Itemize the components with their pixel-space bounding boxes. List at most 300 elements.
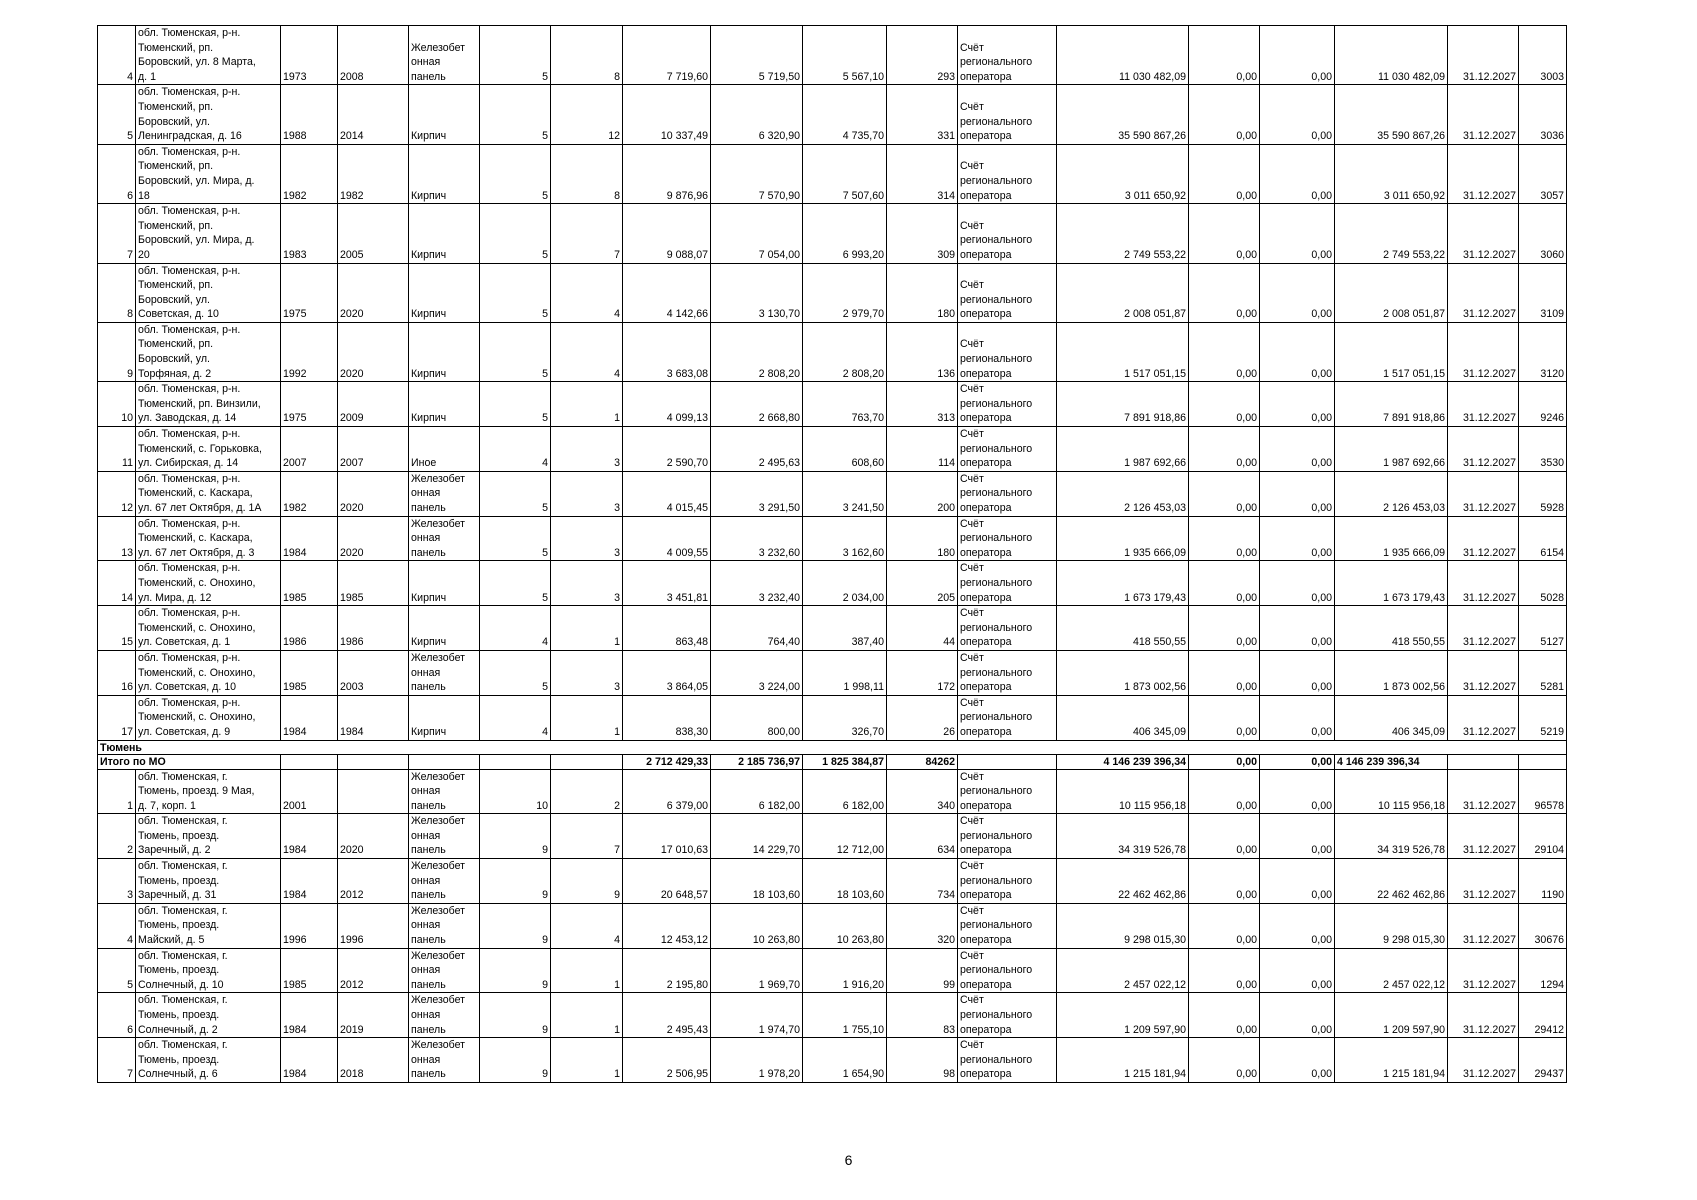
private-area-cell: 6 182,00	[803, 769, 887, 814]
residential-area-cell: 1 974,70	[711, 993, 803, 1038]
floors-cell: 9	[480, 814, 551, 859]
cost-cell-3: 0,00	[1260, 814, 1335, 859]
row-number: 14	[98, 561, 136, 606]
deadline-date-cell: 31.12.2027	[1448, 561, 1519, 606]
wall-material-cell: Железобет онная панель	[409, 769, 480, 814]
total-area-cell: 7 719,60	[623, 26, 711, 85]
deadline-date-cell: 31.12.2027	[1448, 322, 1519, 381]
address-cell: обл. Тюменская, р-н. Тюменский, рп. Боровский, ул. 8 Марта, д. 1	[136, 26, 281, 85]
floors-cell: 5	[480, 85, 551, 144]
year-built-cell: 1982	[281, 471, 338, 516]
table-row	[98, 561, 1567, 606]
cost-cell-2: 0,00	[1189, 471, 1260, 516]
empty-cell	[1448, 754, 1519, 769]
total-area-cell: 9 876,96	[623, 144, 711, 203]
house-code-cell: 9246	[1519, 382, 1567, 427]
house-code-cell: 5028	[1519, 561, 1567, 606]
cost-cell-3: 0,00	[1260, 859, 1335, 904]
page-number: 6	[844, 1152, 853, 1168]
year-renovation-cell: 1996	[338, 903, 409, 948]
total-area-cell: 9 088,07	[623, 204, 711, 263]
row-number: 6	[98, 144, 136, 203]
fund-method-cell: Счёт регионального оператора	[958, 382, 1057, 427]
fund-method-cell: Счёт регионального оператора	[958, 948, 1057, 993]
residents-cell: 205	[887, 561, 958, 606]
house-code-cell: 29437	[1519, 1038, 1567, 1083]
residential-area-cell: 2 808,20	[711, 322, 803, 381]
total-cost-cell: 3 011 650,92	[1057, 144, 1189, 203]
table-row	[98, 769, 1567, 814]
house-code-cell: 29104	[1519, 814, 1567, 859]
year-renovation-cell: 2020	[338, 322, 409, 381]
cost-cell-3: 0,00	[1260, 322, 1335, 381]
wall-material-cell: Кирпич	[409, 144, 480, 203]
year-built-cell: 1973	[281, 26, 338, 85]
year-renovation-cell: 2020	[338, 263, 409, 322]
private-area-cell: 4 735,70	[803, 85, 887, 144]
residential-area-cell: 18 103,60	[711, 859, 803, 904]
fund-method-cell: Счёт регионального оператора	[958, 85, 1057, 144]
total-cost-cell: 22 462 462,86	[1057, 859, 1189, 904]
year-built-cell: 1985	[281, 948, 338, 993]
entrances-cell: 3	[551, 650, 623, 695]
address-cell: обл. Тюменская, р-н. Тюменский, рп. Боровский, ул. Мира, д. 20	[136, 204, 281, 263]
row-number: 17	[98, 695, 136, 740]
house-code-cell: 5219	[1519, 695, 1567, 740]
residents-cell: 313	[887, 382, 958, 427]
cost-cell-4: 35 590 867,26	[1335, 85, 1448, 144]
total-cost-cell: 9 298 015,30	[1057, 903, 1189, 948]
entrances-cell: 3	[551, 427, 623, 472]
house-code-cell: 29412	[1519, 993, 1567, 1038]
year-renovation-cell: 2019	[338, 993, 409, 1038]
wall-material-cell: Кирпич	[409, 204, 480, 263]
year-renovation-cell: 2012	[338, 859, 409, 904]
table-row	[98, 814, 1567, 859]
empty-cell	[1519, 754, 1567, 769]
total-area-cell: 3 864,05	[623, 650, 711, 695]
wall-material-cell: Кирпич	[409, 382, 480, 427]
cost-cell-2: 0,00	[1189, 1038, 1260, 1083]
total-private-area: 1 825 384,87	[803, 754, 887, 769]
private-area-cell: 326,70	[803, 695, 887, 740]
total-residents: 84262	[887, 754, 958, 769]
table-row	[98, 204, 1567, 263]
floors-cell: 5	[480, 650, 551, 695]
deadline-date-cell: 31.12.2027	[1448, 144, 1519, 203]
residents-cell: 136	[887, 322, 958, 381]
year-built-cell: 1985	[281, 561, 338, 606]
total-area-cell: 4 099,13	[623, 382, 711, 427]
entrances-cell: 12	[551, 85, 623, 144]
row-number: 4	[98, 26, 136, 85]
total-cost-cell: 1 873 002,56	[1057, 650, 1189, 695]
address-cell: обл. Тюменская, г. Тюмень, проезд. Заречный, д. 2	[136, 814, 281, 859]
fund-method-cell: Счёт регионального оператора	[958, 903, 1057, 948]
total-area-cell: 12 453,12	[623, 903, 711, 948]
address-cell: обл. Тюменская, г. Тюмень, проезд. Майский, д. 5	[136, 903, 281, 948]
address-cell: обл. Тюменская, р-н. Тюменский, с. Онохино, ул. Мира, д. 12	[136, 561, 281, 606]
residential-area-cell: 3 232,60	[711, 516, 803, 561]
total-area-cell: 10 337,49	[623, 85, 711, 144]
cost-cell-2: 0,00	[1189, 948, 1260, 993]
deadline-date-cell: 31.12.2027	[1448, 516, 1519, 561]
row-number: 1	[98, 769, 136, 814]
private-area-cell: 2 979,70	[803, 263, 887, 322]
fund-method-cell: Счёт регионального оператора	[958, 427, 1057, 472]
residential-area-cell: 3 291,50	[711, 471, 803, 516]
table-row	[98, 26, 1567, 85]
fund-method-cell: Счёт регионального оператора	[958, 650, 1057, 695]
empty-cell	[338, 754, 409, 769]
total-area-cell: 2 590,70	[623, 427, 711, 472]
year-built-cell: 1988	[281, 85, 338, 144]
cost-cell-4: 7 891 918,86	[1335, 382, 1448, 427]
residential-area-cell: 2 668,80	[711, 382, 803, 427]
house-code-cell: 5127	[1519, 606, 1567, 651]
empty-cell	[551, 754, 623, 769]
deadline-date-cell: 31.12.2027	[1448, 769, 1519, 814]
year-renovation-cell: 2009	[338, 382, 409, 427]
total-row	[98, 754, 1567, 769]
floors-cell: 9	[480, 948, 551, 993]
total-area: 2 712 429,33	[623, 754, 711, 769]
house-code-cell: 6154	[1519, 516, 1567, 561]
wall-material-cell: Железобет онная панель	[409, 26, 480, 85]
cost-cell-2: 0,00	[1189, 769, 1260, 814]
house-code-cell: 3060	[1519, 204, 1567, 263]
residents-cell: 200	[887, 471, 958, 516]
year-built-cell: 1984	[281, 993, 338, 1038]
total-area-cell: 20 648,57	[623, 859, 711, 904]
floors-cell: 5	[480, 204, 551, 263]
total-cost-cell: 2 126 453,03	[1057, 471, 1189, 516]
total-cost-cell: 35 590 867,26	[1057, 85, 1189, 144]
address-cell: обл. Тюменская, р-н. Тюменский, с. Каскара, ул. 67 лет Октября, д. 3	[136, 516, 281, 561]
residents-cell: 293	[887, 26, 958, 85]
year-built-cell: 1983	[281, 204, 338, 263]
total-cost-cell: 1 517 051,15	[1057, 322, 1189, 381]
cost-cell-2: 0,00	[1189, 606, 1260, 651]
year-built-cell: 1984	[281, 1038, 338, 1083]
residential-area-cell: 3 232,40	[711, 561, 803, 606]
fund-method-cell: Счёт регионального оператора	[958, 322, 1057, 381]
entrances-cell: 9	[551, 859, 623, 904]
total-residential-area: 2 185 736,97	[711, 754, 803, 769]
floors-cell: 5	[480, 382, 551, 427]
table-row	[98, 322, 1567, 381]
cost-cell-3: 0,00	[1260, 204, 1335, 263]
residential-area-cell: 7 054,00	[711, 204, 803, 263]
entrances-cell: 3	[551, 471, 623, 516]
private-area-cell: 387,40	[803, 606, 887, 651]
wall-material-cell: Железобет онная панель	[409, 1038, 480, 1083]
address-cell: обл. Тюменская, г. Тюмень, проезд. Солнечный, д. 6	[136, 1038, 281, 1083]
table-row	[98, 1038, 1567, 1083]
address-cell: обл. Тюменская, г. Тюмень, проезд. 9 Мая, д. 7, корп. 1	[136, 769, 281, 814]
total-area-cell: 4 009,55	[623, 516, 711, 561]
year-renovation-cell	[338, 769, 409, 814]
fund-method-cell: Счёт регионального оператора	[958, 1038, 1057, 1083]
private-area-cell: 608,60	[803, 427, 887, 472]
deadline-date-cell: 31.12.2027	[1448, 993, 1519, 1038]
row-number: 7	[98, 204, 136, 263]
wall-material-cell: Железобет онная панель	[409, 859, 480, 904]
total-cost-4: 4 146 239 396,34	[1335, 754, 1448, 769]
residents-cell: 734	[887, 859, 958, 904]
private-area-cell: 1 998,11	[803, 650, 887, 695]
total-area-cell: 6 379,00	[623, 769, 711, 814]
wall-material-cell: Иное	[409, 427, 480, 472]
cost-cell-4: 418 550,55	[1335, 606, 1448, 651]
deadline-date-cell: 31.12.2027	[1448, 204, 1519, 263]
table-row	[98, 263, 1567, 322]
cost-cell-2: 0,00	[1189, 263, 1260, 322]
wall-material-cell: Кирпич	[409, 322, 480, 381]
total-area-cell: 2 195,80	[623, 948, 711, 993]
cost-cell-4: 1 987 692,66	[1335, 427, 1448, 472]
row-number: 5	[98, 85, 136, 144]
year-renovation-cell: 1985	[338, 561, 409, 606]
cost-cell-4: 22 462 462,86	[1335, 859, 1448, 904]
total-cost-2: 0,00	[1189, 754, 1260, 769]
floors-cell: 10	[480, 769, 551, 814]
entrances-cell: 8	[551, 144, 623, 203]
cost-cell-3: 0,00	[1260, 516, 1335, 561]
empty-cell	[958, 754, 1057, 769]
house-code-cell: 3057	[1519, 144, 1567, 203]
deadline-date-cell: 31.12.2027	[1448, 1038, 1519, 1083]
total-cost-cell: 1 987 692,66	[1057, 427, 1189, 472]
year-built-cell: 1984	[281, 814, 338, 859]
cost-cell-2: 0,00	[1189, 561, 1260, 606]
residents-cell: 99	[887, 948, 958, 993]
private-area-cell: 12 712,00	[803, 814, 887, 859]
house-code-cell: 3036	[1519, 85, 1567, 144]
year-renovation-cell: 1982	[338, 144, 409, 203]
entrances-cell: 7	[551, 814, 623, 859]
entrances-cell: 1	[551, 993, 623, 1038]
year-renovation-cell: 2020	[338, 471, 409, 516]
empty-cell	[409, 754, 480, 769]
deadline-date-cell: 31.12.2027	[1448, 471, 1519, 516]
address-cell: обл. Тюменская, р-н. Тюменский, с. Каскара, ул. 67 лет Октября, д. 1А	[136, 471, 281, 516]
cost-cell-3: 0,00	[1260, 26, 1335, 85]
deadline-date-cell: 31.12.2027	[1448, 427, 1519, 472]
deadline-date-cell: 31.12.2027	[1448, 695, 1519, 740]
entrances-cell: 4	[551, 263, 623, 322]
cost-cell-4: 1 209 597,90	[1335, 993, 1448, 1038]
residential-area-cell: 3 224,00	[711, 650, 803, 695]
wall-material-cell: Железобет онная панель	[409, 948, 480, 993]
fund-method-cell: Счёт регионального оператора	[958, 769, 1057, 814]
private-area-cell: 1 916,20	[803, 948, 887, 993]
wall-material-cell: Железобет онная панель	[409, 993, 480, 1038]
residents-cell: 83	[887, 993, 958, 1038]
total-cost-cell: 406 345,09	[1057, 695, 1189, 740]
residential-area-cell: 5 719,50	[711, 26, 803, 85]
deadline-date-cell: 31.12.2027	[1448, 814, 1519, 859]
deadline-date-cell: 31.12.2027	[1448, 382, 1519, 427]
total-area-cell: 2 506,95	[623, 1038, 711, 1083]
total-cost-cell: 11 030 482,09	[1057, 26, 1189, 85]
fund-method-cell: Счёт регионального оператора	[958, 606, 1057, 651]
cost-cell-4: 9 298 015,30	[1335, 903, 1448, 948]
residents-cell: 180	[887, 263, 958, 322]
year-built-cell: 2007	[281, 427, 338, 472]
cost-cell-3: 0,00	[1260, 263, 1335, 322]
address-cell: обл. Тюменская, р-н. Тюменский, с. Онохино, ул. Советская, д. 10	[136, 650, 281, 695]
deadline-date-cell: 31.12.2027	[1448, 26, 1519, 85]
cost-cell-2: 0,00	[1189, 85, 1260, 144]
cost-cell-4: 1 935 666,09	[1335, 516, 1448, 561]
floors-cell: 9	[480, 1038, 551, 1083]
private-area-cell: 3 241,50	[803, 471, 887, 516]
cost-cell-4: 1 673 179,43	[1335, 561, 1448, 606]
address-cell: обл. Тюменская, р-н. Тюменский, с. Горьковка, ул. Сибирская, д. 14	[136, 427, 281, 472]
total-area-cell: 4 015,45	[623, 471, 711, 516]
cost-cell-3: 0,00	[1260, 382, 1335, 427]
wall-material-cell: Кирпич	[409, 695, 480, 740]
table-row	[98, 903, 1567, 948]
entrances-cell: 1	[551, 1038, 623, 1083]
residential-area-cell: 7 570,90	[711, 144, 803, 203]
cost-cell-3: 0,00	[1260, 144, 1335, 203]
total-cost: 4 146 239 396,34	[1057, 754, 1189, 769]
house-code-cell: 3003	[1519, 26, 1567, 85]
year-renovation-cell: 2018	[338, 1038, 409, 1083]
residential-area-cell: 3 130,70	[711, 263, 803, 322]
total-cost-3: 0,00	[1260, 754, 1335, 769]
cost-cell-4: 2 749 553,22	[1335, 204, 1448, 263]
row-number: 4	[98, 903, 136, 948]
floors-cell: 5	[480, 144, 551, 203]
wall-material-cell: Кирпич	[409, 561, 480, 606]
wall-material-cell: Кирпич	[409, 606, 480, 651]
address-cell: обл. Тюменская, г. Тюмень, проезд. Солнечный, д. 10	[136, 948, 281, 993]
total-cost-cell: 1 209 597,90	[1057, 993, 1189, 1038]
year-renovation-cell: 2008	[338, 26, 409, 85]
year-built-cell: 1985	[281, 650, 338, 695]
deadline-date-cell: 31.12.2027	[1448, 859, 1519, 904]
row-number: 2	[98, 814, 136, 859]
total-cost-cell: 1 935 666,09	[1057, 516, 1189, 561]
total-cost-cell: 34 319 526,78	[1057, 814, 1189, 859]
floors-cell: 4	[480, 427, 551, 472]
house-code-cell: 3120	[1519, 322, 1567, 381]
residents-cell: 331	[887, 85, 958, 144]
year-built-cell: 1986	[281, 606, 338, 651]
house-code-cell: 5281	[1519, 650, 1567, 695]
cost-cell-4: 2 008 051,87	[1335, 263, 1448, 322]
residential-area-cell: 10 263,80	[711, 903, 803, 948]
fund-method-cell: Счёт регионального оператора	[958, 204, 1057, 263]
total-cost-cell: 2 457 022,12	[1057, 948, 1189, 993]
house-code-cell: 1190	[1519, 859, 1567, 904]
year-built-cell: 1975	[281, 263, 338, 322]
entrances-cell: 1	[551, 695, 623, 740]
year-renovation-cell: 1986	[338, 606, 409, 651]
wall-material-cell: Железобет онная панель	[409, 516, 480, 561]
fund-method-cell: Счёт регионального оператора	[958, 144, 1057, 203]
total-cost-cell: 2 749 553,22	[1057, 204, 1189, 263]
total-area-cell: 3 451,81	[623, 561, 711, 606]
wall-material-cell: Железобет онная панель	[409, 814, 480, 859]
residential-area-cell: 1 969,70	[711, 948, 803, 993]
residential-area-cell: 800,00	[711, 695, 803, 740]
fund-method-cell: Счёт регионального оператора	[958, 695, 1057, 740]
table-row	[98, 144, 1567, 203]
cost-cell-2: 0,00	[1189, 903, 1260, 948]
fund-method-cell: Счёт регионального оператора	[958, 26, 1057, 85]
house-code-cell: 1294	[1519, 948, 1567, 993]
table-row	[98, 427, 1567, 472]
private-area-cell: 2 034,00	[803, 561, 887, 606]
row-number: 11	[98, 427, 136, 472]
private-area-cell: 763,70	[803, 382, 887, 427]
wall-material-cell: Кирпич	[409, 263, 480, 322]
cost-cell-2: 0,00	[1189, 144, 1260, 203]
house-code-cell: 3109	[1519, 263, 1567, 322]
cost-cell-2: 0,00	[1189, 322, 1260, 381]
cost-cell-4: 3 011 650,92	[1335, 144, 1448, 203]
row-number: 12	[98, 471, 136, 516]
total-area-cell: 2 495,43	[623, 993, 711, 1038]
cost-cell-4: 11 030 482,09	[1335, 26, 1448, 85]
row-number: 3	[98, 859, 136, 904]
total-area-cell: 4 142,66	[623, 263, 711, 322]
address-cell: обл. Тюменская, г. Тюмень, проезд. Солнечный, д. 2	[136, 993, 281, 1038]
cost-cell-2: 0,00	[1189, 993, 1260, 1038]
cost-cell-4: 1 517 051,15	[1335, 322, 1448, 381]
table-row	[98, 859, 1567, 904]
cost-cell-2: 0,00	[1189, 650, 1260, 695]
year-built-cell: 1984	[281, 859, 338, 904]
private-area-cell: 5 567,10	[803, 26, 887, 85]
address-cell: обл. Тюменская, р-н. Тюменский, рп. Боровский, ул. Мира, д. 18	[136, 144, 281, 203]
deadline-date-cell: 31.12.2027	[1448, 85, 1519, 144]
cost-cell-3: 0,00	[1260, 993, 1335, 1038]
wall-material-cell: Железобет онная панель	[409, 650, 480, 695]
cost-cell-4: 34 319 526,78	[1335, 814, 1448, 859]
year-renovation-cell: 2003	[338, 650, 409, 695]
table-row	[98, 695, 1567, 740]
entrances-cell: 3	[551, 516, 623, 561]
address-cell: обл. Тюменская, р-н. Тюменский, рп. Боровский, ул. Ленинградская, д. 16	[136, 85, 281, 144]
table-row	[98, 85, 1567, 144]
floors-cell: 5	[480, 561, 551, 606]
total-cost-cell: 418 550,55	[1057, 606, 1189, 651]
entrances-cell: 4	[551, 903, 623, 948]
residents-cell: 309	[887, 204, 958, 263]
cost-cell-2: 0,00	[1189, 382, 1260, 427]
house-code-cell: 5928	[1519, 471, 1567, 516]
total-area-cell: 17 010,63	[623, 814, 711, 859]
cost-cell-3: 0,00	[1260, 606, 1335, 651]
year-built-cell: 1984	[281, 516, 338, 561]
floors-cell: 4	[480, 606, 551, 651]
cost-cell-3: 0,00	[1260, 427, 1335, 472]
entrances-cell: 2	[551, 769, 623, 814]
residents-cell: 172	[887, 650, 958, 695]
cost-cell-3: 0,00	[1260, 695, 1335, 740]
table-row	[98, 471, 1567, 516]
floors-cell: 5	[480, 516, 551, 561]
year-renovation-cell: 2020	[338, 814, 409, 859]
private-area-cell: 18 103,60	[803, 859, 887, 904]
year-renovation-cell: 1984	[338, 695, 409, 740]
entrances-cell: 4	[551, 322, 623, 381]
